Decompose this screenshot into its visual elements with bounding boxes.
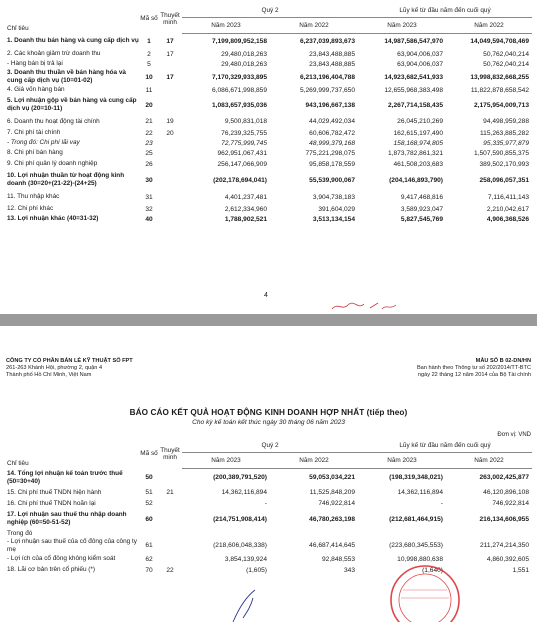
row-ytd-2023: 12,655,968,383,498 [384,86,443,94]
row-note [158,498,182,509]
company-header [6,358,133,379]
table-row [6,128,532,138]
row-q2-2023: 4,401,237,481 [224,193,267,201]
col-header-ytd: Lũy kế từ đầu năm đến cuối quý [358,439,532,452]
row-code: 30 [145,176,153,184]
signature-icon [225,588,265,624]
col-header-q-2023: Năm 2023 [182,17,270,33]
row-code: 50 [145,474,153,481]
row-q2-2022: 23,843,488,885 [309,60,355,68]
row-q2-2023: - [264,500,267,507]
row-note: 17 [166,73,174,81]
row-q2-2023: (218,606,048,338) [213,542,267,550]
row-ytd-2022: 211,274,214,350 [480,542,530,550]
col-header-quarter2: Quý 2 [182,4,358,17]
row-label: 11. Thu nhập khác [7,193,60,201]
row-label: 9. Chi phí quản lý doanh nghiệp [7,160,98,168]
row-q2-2023: 256,147,066,909 [217,160,267,168]
row-ytd-2023: (1,640) [422,566,443,574]
row-ytd-2022: 4,906,368,526 [486,215,530,223]
row-ytd-2022: 13,998,832,668,255 [470,73,530,81]
row-q2-2022: 343 [343,566,355,574]
row-code: 62 [145,555,153,563]
row-q2-2022: 3,904,738,183 [312,193,355,201]
report-title: BÁO CÁO KẾT QUẢ HOẠT ĐỘNG KINH DOANH HỢP NHẤT (tiếp theo) [129,408,408,417]
row-q2-2022: 46,780,263,198 [309,515,355,523]
row-ytd-2022: 258,096,057,351 [479,176,530,184]
col-header-quarter2: Quý 2 [182,439,358,452]
row-note [158,509,182,529]
row-ytd-2023: (212,681,464,915) [389,515,443,523]
company-name: CÔNG TY CỔ PHẦN BÁN LẺ KỸ THUẬT SỐ FPT [6,358,133,364]
table-row [6,158,532,170]
row-q2-2022: 23,843,488,885 [309,50,355,58]
row-label: 14. Tổng lợi nhuận kế toán trước thuế (50=30+40) [7,469,123,485]
table-row [6,148,532,158]
table-row [6,509,532,529]
row-code: 20 [145,101,153,109]
row-q2-2022: 60,606,782,472 [309,129,355,137]
row-ytd-2023: 26,045,210,269 [397,118,443,125]
row-q2-2023: (202,178,694,041) [213,176,267,184]
row-note: 20 [166,129,174,137]
col-header-q-2022: Năm 2022 [270,17,358,33]
row-label: 12. Chi phí khác [7,205,54,213]
row-ytd-2023 [358,529,446,538]
row-ytd-2023: 1,873,782,861,321 [387,149,443,157]
row-ytd-2022: 2,175,954,009,713 [474,101,530,109]
col-header-indicator: Chỉ tiêu [7,25,29,33]
row-label: - Hàng bán bị trả lại [7,60,63,68]
row-code: 52 [145,500,153,507]
row-q2-2022: 5,269,999,737,650 [299,86,355,94]
income-statement-table-1 [6,4,532,224]
row-q2-2023: 7,170,329,933,895 [211,73,267,81]
row-note [158,468,182,487]
row-ytd-2023: 10,998,880,638 [397,555,443,563]
row-q2-2022: 6,237,039,893,673 [299,37,355,45]
row-label: - Lợi nhuận sau thuế của cổ đông của công ty mẹ [7,538,137,553]
page-number: 4 [264,292,268,299]
col-header-q-2023: Năm 2023 [182,452,270,468]
row-q2-2023: 3,854,139,924 [224,555,267,563]
signature-scribble-icon [330,300,400,312]
row-label: 16. Chi phí thuế TNDN hoãn lại [7,499,96,507]
row-q2-2023: 1,083,657,935,036 [211,101,267,109]
row-q2-2023: 29,480,018,263 [221,50,267,58]
row-q2-2022: 95,858,178,559 [309,160,355,168]
row-ytd-2023: 3,589,923,047 [400,205,443,213]
row-ytd-2023: 14,987,586,547,970 [384,37,443,45]
row-label: Trong đó [7,529,33,537]
row-label: - Lợi ích của cổ đông không kiểm soát [7,555,116,563]
row-ytd-2023: 5,827,545,769 [400,215,443,223]
row-code: 31 [145,193,153,201]
row-ytd-2022 [446,529,532,538]
row-label: - Trong đó: Chi phí lãi vay [7,139,80,147]
row-ytd-2022: 746,922,814 [492,500,530,507]
report-page-2 [0,326,537,627]
row-ytd-2022: 4,860,392,605 [486,555,530,563]
row-ytd-2022: 115,263,885,282 [480,129,530,137]
col-header-indicator: Chỉ tiêu [7,460,29,468]
row-ytd-2023: (198,319,348,021) [389,474,443,482]
company-stamp-icon [385,560,465,622]
table-row [6,498,532,509]
row-q2-2023: 9,500,831,018 [224,118,267,125]
row-q2-2023: (200,389,791,520) [213,474,267,482]
table-row [6,538,532,554]
row-ytd-2023: 63,904,006,037 [397,60,443,68]
table-row [6,529,532,538]
row-q2-2023 [182,529,270,538]
row-ytd-2022: 46,120,896,108 [483,489,530,496]
row-ytd-2022: 2,210,042,617 [486,205,530,213]
table-row [6,49,532,59]
row-note [158,95,182,115]
row-q2-2023: 72,775,999,745 [221,139,267,147]
table-row [6,59,532,69]
col-header-code: Mã số [140,450,158,457]
row-q2-2023: 76,239,325,755 [221,129,267,137]
form-code: MẪU SỐ B 02-DN/HN [475,358,531,364]
row-q2-2022: 11,525,848,209 [309,489,355,496]
row-code: 26 [145,160,153,168]
row-q2-2023: 14,362,116,894 [221,489,267,496]
row-ytd-2022: 95,335,977,879 [483,139,530,147]
table-row [6,190,532,204]
row-ytd-2023: 162,615,197,490 [393,129,443,137]
row-q2-2022: 391,604,029 [318,205,355,213]
row-q2-2022: 92,848,553 [321,555,355,563]
table-row [6,487,532,498]
row-note: 22 [166,566,174,574]
row-label: 18. Lãi cơ bản trên cổ phiếu (*) [7,566,96,574]
row-label: 2. Các khoản giảm trừ doanh thu [7,50,101,58]
row-note: 17 [166,37,174,45]
row-note [158,190,182,204]
row-ytd-2023: 461,508,203,683 [393,160,443,168]
col-header-y-2023: Năm 2023 [358,17,446,33]
row-code [140,529,158,538]
row-label: 7. Chi phí tài chính [7,129,61,137]
row-label: 17. Lợi nhuận sau thuế thu nhập doanh nghiệp (60=50-51-52) [7,511,127,526]
row-q2-2022: 746,922,814 [318,500,355,507]
table-row [6,69,532,85]
row-note [158,170,182,190]
col-header-y-2022: Năm 2022 [446,17,532,33]
table-row [6,85,532,95]
row-note [158,148,182,158]
row-ytd-2022: 50,762,040,214 [483,60,530,68]
form-line-2: ngày 22 tháng 12 năm 2014 của Bộ Tài chính [417,372,531,378]
row-ytd-2023: 158,168,974,805 [393,139,443,147]
row-note: 19 [166,118,174,125]
col-header-note: Thuyết minh [160,446,180,461]
row-code: 5 [147,60,151,68]
row-ytd-2023: - [440,500,443,507]
row-q2-2023: 6,086,671,998,859 [211,86,267,94]
row-q2-2023: 7,199,809,952,158 [211,37,267,45]
row-label: 13. Lợi nhuận khác (40=31-32) [7,215,99,223]
row-code: 40 [145,215,153,223]
row-q2-2023: 29,480,018,263 [221,60,267,68]
table-row [6,468,532,487]
row-note: 17 [166,50,174,58]
row-ytd-2023: 63,904,006,037 [397,50,443,58]
row-ytd-2022: 11,822,878,658,542 [470,86,530,94]
row-ytd-2023: 14,923,682,541,933 [384,73,443,81]
row-label: 15. Chi phí thuế TNDN hiện hành [7,488,102,496]
row-note [158,554,182,565]
table-row [6,95,532,115]
row-q2-2023: (1,605) [246,566,267,574]
table-row [6,115,532,128]
row-ytd-2023: 2,267,714,158,435 [387,101,443,109]
row-ytd-2022: 216,134,606,955 [479,515,530,523]
table-row [6,214,532,224]
row-note [158,158,182,170]
table-row [6,33,532,49]
row-ytd-2023: 14,362,116,894 [397,489,443,496]
table-row [6,138,532,148]
col-header-y-2022: Năm 2022 [446,452,532,468]
row-q2-2022: 943,196,667,138 [305,101,355,109]
row-label: 1. Doanh thu bán hàng và cung cấp dịch vụ [7,37,139,45]
row-note [158,529,182,538]
company-address-1: 261-263 Khánh Hội, phường 2, quận 4 [6,365,103,371]
row-code: 1 [147,37,151,45]
row-label: 10. Lợi nhuận thuần từ hoạt động kinh doanh (30=20+(21-22)-(24+25) [7,172,125,187]
col-header-note: Thuyết minh [160,11,180,26]
row-ytd-2022: 14,049,594,708,469 [470,37,530,45]
row-ytd-2023: (223,680,345,553) [389,542,443,550]
row-note [158,59,182,69]
row-q2-2023: 1,788,902,521 [224,215,267,223]
row-ytd-2022: 389,502,170,993 [479,160,530,168]
row-q2-2023: 2,612,334,960 [224,205,267,213]
row-q2-2022: 775,221,298,075 [305,149,355,157]
row-note: 21 [166,489,174,496]
row-code: 60 [145,515,153,523]
col-header-ytd: Lũy kế từ đầu năm đến cuối quý [358,4,532,17]
company-address-2: Thành phố Hồ Chí Minh, Việt Nam [6,372,92,378]
form-line-1: Ban hành theo Thông tư số 202/2014/TT-BTC [416,365,531,371]
row-code: 10 [145,73,153,81]
row-code: 23 [145,139,153,147]
row-q2-2022: 48,999,379,168 [309,139,355,147]
row-q2-2023: 962,951,067,431 [217,149,267,157]
row-q2-2022: 3,513,134,154 [312,215,355,223]
row-ytd-2022: 263,002,425,877 [479,474,530,482]
row-code: 2 [147,50,151,58]
row-ytd-2022: 50,762,040,214 [483,50,530,58]
row-ytd-2022: 1,507,590,855,375 [474,149,530,157]
row-q2-2022: 46,687,414,645 [309,542,355,550]
currency-unit: Đơn vị: VND [497,432,531,438]
table-row [6,204,532,214]
col-header-code: Mã số [140,15,158,22]
row-label: 8. Chi phí bán hàng [7,149,63,157]
row-note [158,204,182,214]
row-ytd-2023: 9,417,468,816 [400,193,443,201]
row-note [158,85,182,95]
row-label: 3. Doanh thu thuần về bán hàng hóa và cung cấp dịch vụ (10=01-02) [7,69,126,84]
row-q2-2022: 59,053,034,221 [309,474,355,482]
page-separator [0,314,537,326]
row-q2-2022: 55,539,900,067 [309,176,355,184]
row-q2-2023: (214,751,908,414) [213,515,267,523]
row-code: 51 [145,489,153,496]
form-header [417,358,531,379]
income-statement-table-2 [6,439,532,576]
row-note [158,538,182,554]
row-code: 21 [145,118,153,125]
row-ytd-2022: 94,498,959,288 [483,118,530,125]
row-note [158,138,182,148]
row-code: 70 [145,566,153,574]
row-code: 61 [145,542,153,550]
row-q2-2022 [270,529,358,538]
row-note [158,214,182,224]
row-code: 25 [145,149,153,157]
row-label: 4. Giá vốn hàng bán [7,86,65,94]
row-code: 11 [145,86,153,94]
row-q2-2022: 44,029,492,034 [309,118,355,125]
row-ytd-2022: 7,116,411,143 [487,193,530,201]
row-ytd-2022: 1,551 [512,566,530,574]
col-header-q-2022: Năm 2022 [270,452,358,468]
col-header-y-2023: Năm 2023 [358,452,446,468]
row-ytd-2023: (204,146,893,790) [389,176,443,184]
row-label: 6. Doanh thu hoạt động tài chính [7,117,100,125]
row-code: 32 [145,205,153,213]
row-q2-2022: 6,213,196,404,788 [299,73,355,81]
row-label: 5. Lợi nhuận gộp về bán hàng và cung cấp dịch vụ (20=10-11) [7,97,137,112]
table-row [6,170,532,190]
row-code: 22 [145,129,153,137]
report-subtitle: Cho kỳ kế toán kết thúc ngày 30 tháng 06 năm 2023 [192,419,345,426]
